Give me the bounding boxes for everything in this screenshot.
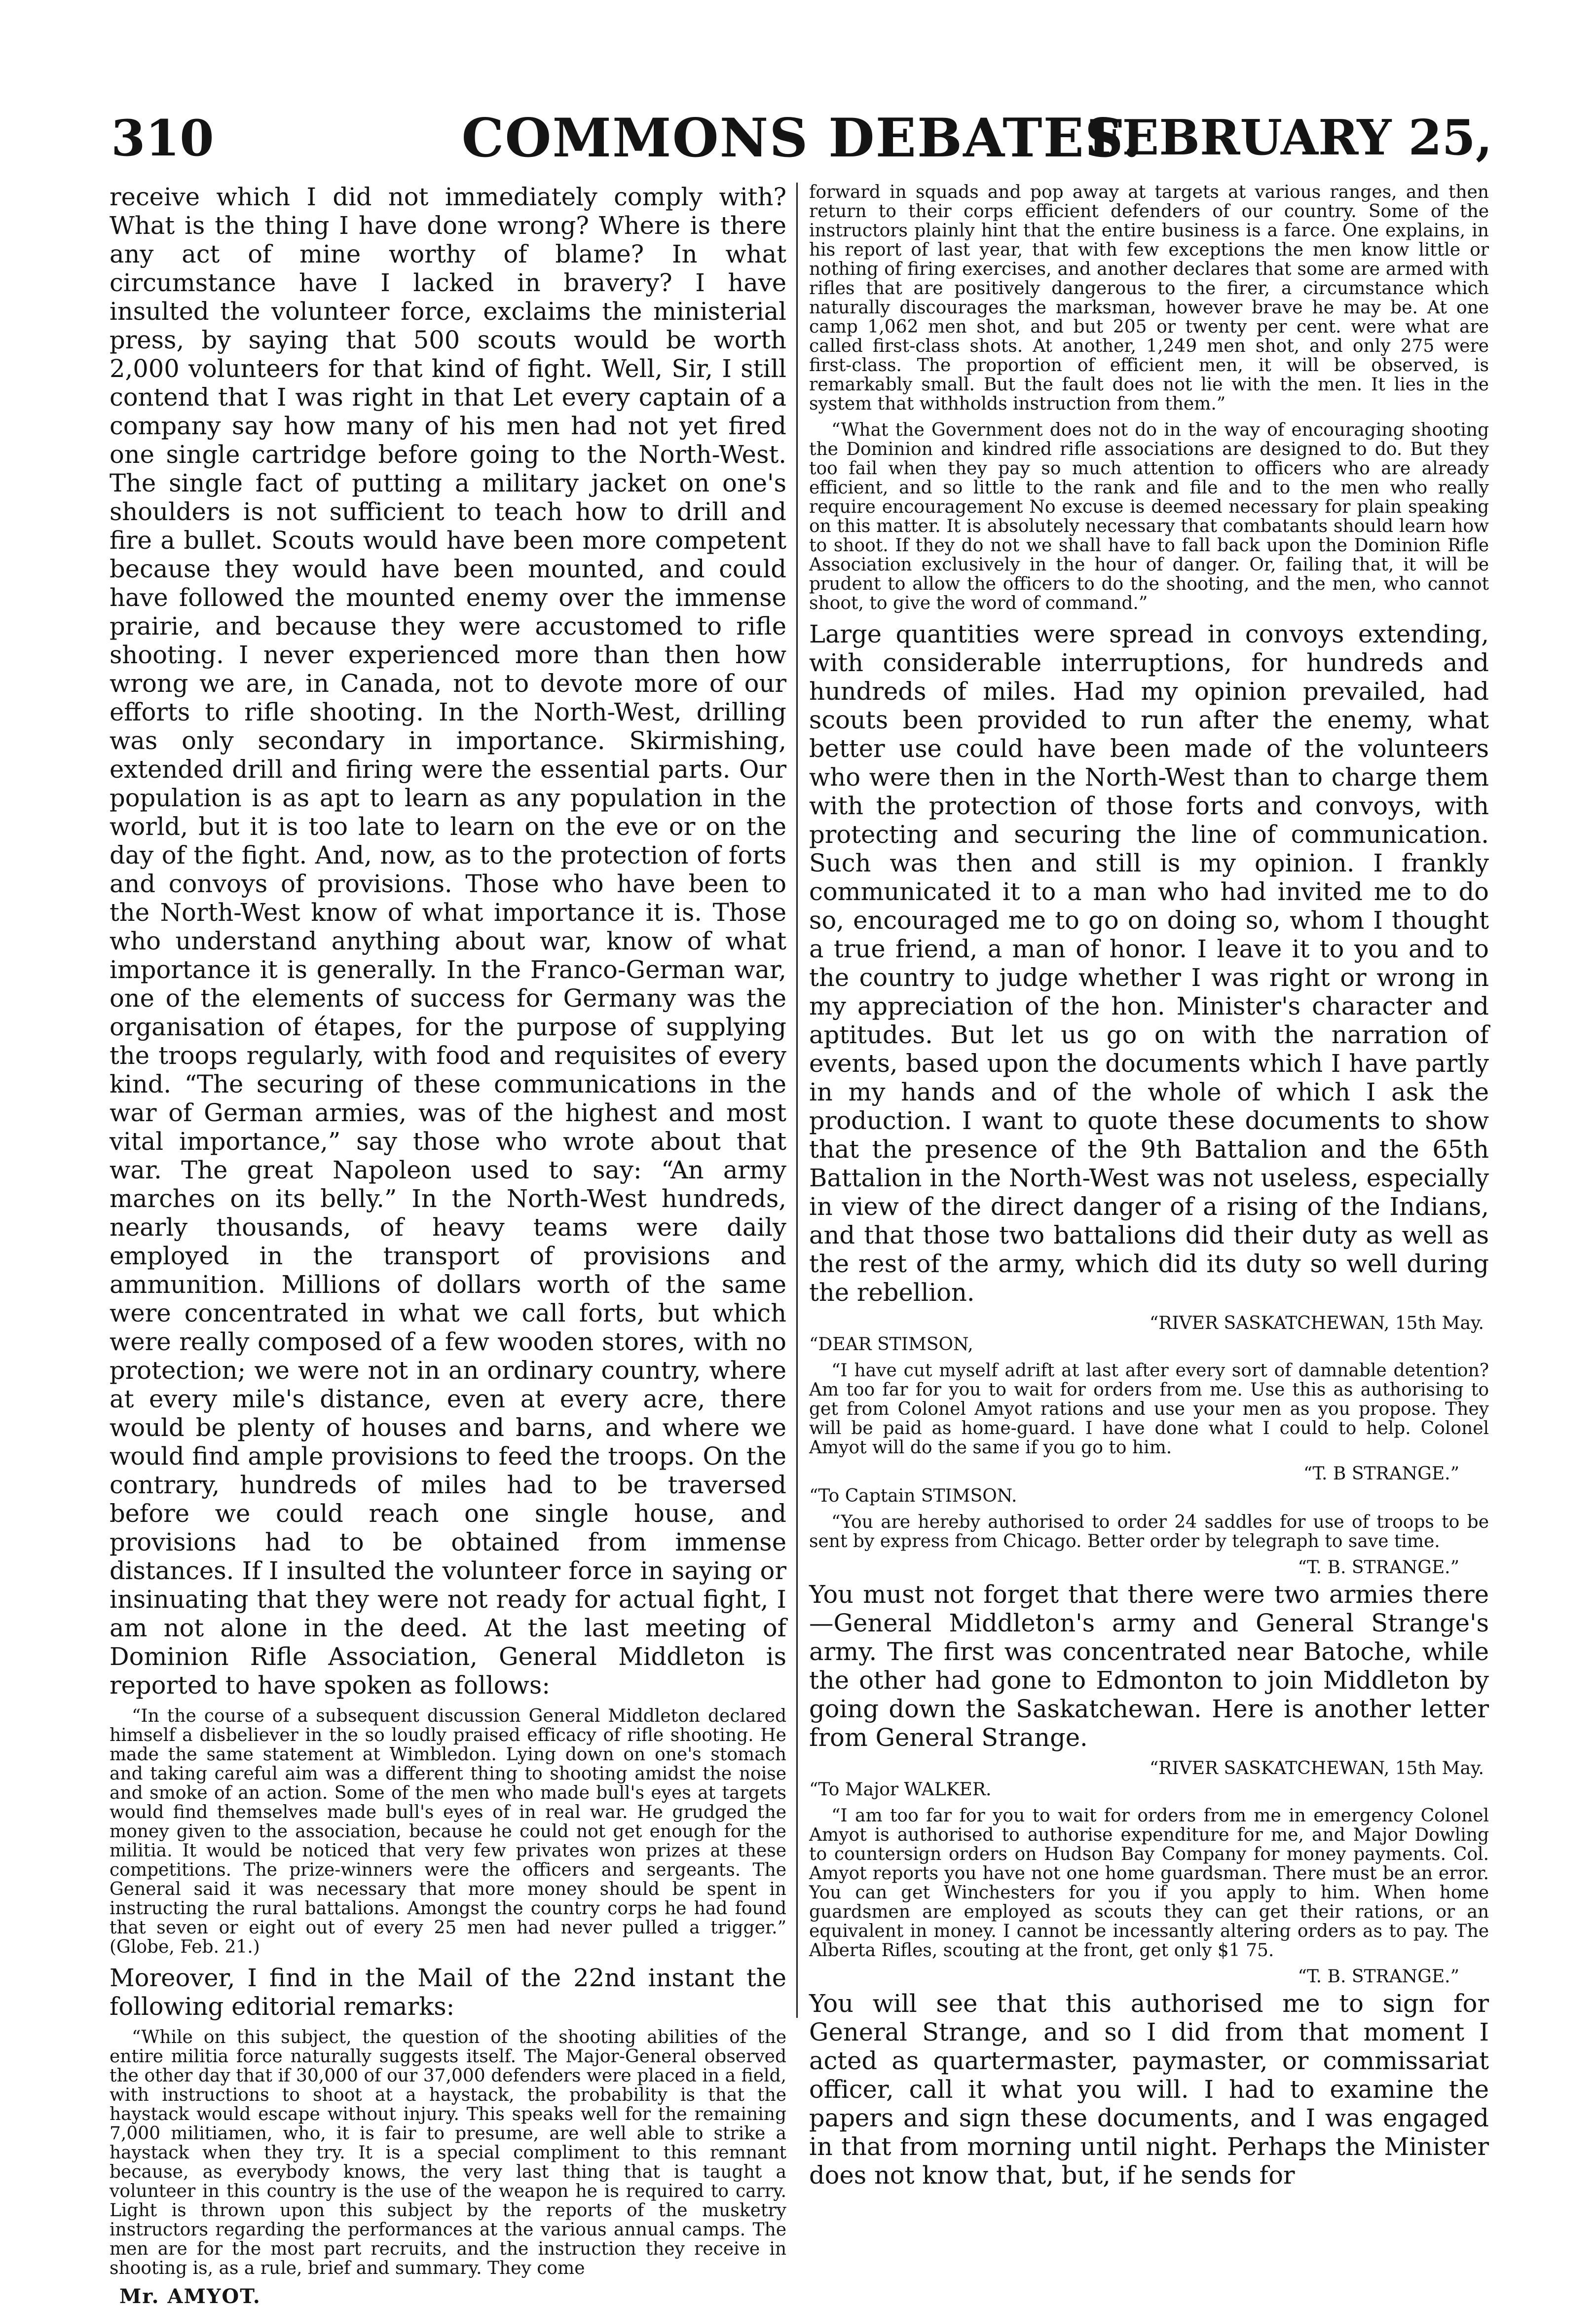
body-paragraph: You must not forget that there were two armies there—General Middleton's army and General Strange's army. The first was concentrated near Batoche, while the other had gone to Edmonton to join Middleton by going down the Saskatchewan. Here is another letter from General Strange. [809,1580,1489,1752]
letter-header: “RIVER SASKATCHEWAN, 15th May. [1149,1313,1484,1333]
letter-signature: “T. B. STRANGE.” [1298,1557,1459,1578]
letter-signature: “T. B. STRANGE.” [1298,1967,1459,1987]
page-header [111,106,1492,170]
left-column [110,183,786,2308]
publication-title: COMMONS DEBATES. [461,107,1142,169]
body-paragraph: Large quantities were spread in convoys extending, with considerable interruptions, for hundreds and hundreds of miles. Had my opinion prevailed, had scouts been provided to run after the enemy, what better use could have been made of the volunteers who were then in the North-West than to charge them with the protection of those forts and convoys, with protecting and securing the line of communication. Such was then and still is my opinion. I frankly communicated it to a man who had invited me to do so, encouraged me to go on doing so, whom I thought a true friend, a man of honor. I leave it to you and to the country to judge whether I was right or wrong in my appreciation of the hon. Minister's character and aptitudes. But let us go on with the narration of events, based upon the documents which I have partly in my hands and of the whole of which I ask the production. I want to quote these documents to show that the presence of the 9th Battalion and the 65th Battalion in the North-West was not useless, especially in view of the direct danger of a rising of the Indians, and that those two battalions did their duty as well as the rest of the army, which did its duty so well during the rebellion. [809,620,1489,1307]
letter-body: “You are hereby authorised to order 24 saddles for use of troops to be sent by express from Chicago. Better order by telegraph to save time. [809,1512,1489,1551]
body-paragraph: Moreover, I find in the Mail of the 22nd instant the following editorial remarks: [110,1964,786,2021]
speaker-name: Mr. AMYOT. [119,2285,261,2308]
quotation-block: “While on this subject, the question of the shooting abilities of the entire militia force naturally suggests itself. The Major-General observed the other day that if 30,000 of our 37,000 defenders were placed in a field, with instructions to shoot at a haystack, the probability is that the haystack would escape without injury. This speaks well for the remaining 7,000 militiamen, who, it is fair to presume, are well able to strike a haystack when they try. It is a special compliment to this remnant because, as everybody knows, the very last thing that is taught a volunteer in this country is the use of the weapon he is required to carry. Light is thrown upon this subject by the reports of the musketry instructors regarding the performances at the various annual camps. The men are for the most part recruits, and the instruction they receive in shooting is, as a rule, brief and summary. They come [110,2027,786,2278]
quotation-block: forward in squads and pop away at targets at various ranges, and then return to their corps efficient defenders of our country. Some of the instructors plainly hint that the entire business is a farce. One explains, in his report of last year, that with few exceptions the men know little or nothing of firing exercises, and another declares that some are armed with rifles that are positively dangerous to the firer, a circumstance which naturally discourages the marksman, however brave he may be. At one camp 1,062 men shot, and but 205 or twenty per cent. were what are called first-class shots. At another, 1,249 men shot, and only 275 were first-class. The proportion of efficient men, it will be observed, is remarkably small. But the fault does not lie with the men. It lies in the system that withholds instruction from them.” [809,182,1489,414]
letter-salutation: “To Major WALKER. [809,1779,992,1800]
body-paragraph: receive which I did not immediately comply with? What is the thing I have done wrong? Where is there any act of mine worthy of blame? In what circumstance have I lacked in bravery? I have insulted the volunteer force, exclaims the ministerial press, by saying that 500 scouts would be worth 2,000 volunteers for that kind of fight. Well, Sir, I still contend that I was right in that Let every captain of a company say how many of his men had not yet fired one single cartridge before going to the North-West. The single fact of putting a military jacket on one's shoulders is not sufficient to teach how to drill and fire a bullet. Scouts would have been more competent because they would have been mounted, and could have followed the mounted enemy over the immense prairie, and because they were accustomed to rifle shooting. I never experienced more than then how wrong we are, in Canada, not to devote more of our efforts to rifle shooting. In the North-West, drilling was only secondary in importance. Skirmishing, extended drill and firing were the essential parts. Our population is as apt to learn as any population in the world, but it is too late to learn on the eve or on the day of the fight. And, now, as to the protection of forts and convoys of provisions. Those who have been to the North-West know of what importance it is. Those who understand anything about war, know of what importance it is generally. In the Franco-German war, one of the elements of success for Germany was the organisation of étapes, for the purpose of supplying the troops regularly, with food and requisites of every kind. “The securing of these communications in the war of German armies, was of the highest and most vital importance,” say those who wrote about that war. The great Napoleon used to say: “An army marches on its belly.” In the North-West hundreds, nearly thousands, of heavy teams were daily employed in the transport of provisions and ammunition. Millions of dollars worth of the same were concentrated in what we call forts, but which were really composed of a few wooden stores, with no protection; we were not in an ordinary country, where at every mile's distance, even at every acre, there would be plenty of houses and barns, and where we would find ample provisions to feed the troops. On the contrary, hundreds of miles had to be traversed before we could reach one single house, and provisions had to be obtained from immense distances. If I insulted the volunteer force in saying or insinuating that they were not ready for actual fight, I am not alone in the deed. At the last meeting of Dominion Rifle Association, General Middleton is reported to have spoken as follows: [110,183,786,1700]
page-number: 310 [111,109,214,167]
letter-salutation: “To Captain STIMSON. [809,1486,1017,1506]
column-divider [796,183,798,2018]
letter-body: “I have cut myself adrift at last after every sort of damnable detention? Am too far for you to wait for orders from me. Use this as authorising to get from Colonel Amyot rations and use your men as you propose. They will be paid as home-guard. I have done what I could to help. Colonel Amyot will do the same if you go to him. [809,1361,1489,1458]
quotation-block: “In the course of a subsequent discussion General Middleton declared himself a disbeliever in the so loudly praised efficacy of rifle shooting. He made the same statement at Wimbledon. Lying down on one's stomach and taking careful aim was a different thing to shooting amidst the noise and smoke of an action. Some of the men who made bull's eyes at targets would find themselves made bull's eyes of in real war. He grudged the money given to the association, because he could not get enough for the militia. It would be noticed that very few privates won prizes at these competitions. The prize-winners were the officers and sergeants. The General said it was necessary that more money should be spent in instructing the rural battalions. Amongst the country corps he had found that seven or eight out of every 25 men had never pulled a trigger.” (Globe, Feb. 21.) [110,1706,786,1957]
right-column [809,182,1489,2190]
letter-salutation: “DEAR STIMSON, [809,1334,973,1355]
page-date: FEBRUARY 25, [1087,110,1492,166]
quotation-block: “What the Government does not do in the way of encouraging shooting the Dominion and kindred rifle associations are designed to do. But they too fail when they pay so much attention to officers who are already efficient, and so little to the rank and file and to the men who really require encouragement No excuse is deemed necessary for plain speaking on this matter. It is absolutely necessary that combatants should learn how to shoot. If they do not we shall have to fall back upon the Dominion Rifle Association exclusively in the hour of danger. Or, failing that, it will be prudent to allow the officers to do the shooting, and the men, who cannot shoot, to give the word of command.” [809,420,1489,613]
letter-header: “RIVER SASKATCHEWAN, 15th May. [1149,1758,1484,1778]
letter-body: “I am too far for you to wait for orders from me in emergency Colonel Amyot is authorised to authorise expenditure for me, and Major Dowling to countersign orders on Hudson Bay Company for money payments. Col. Amyot reports you have not one home guardsman. There must be an error. You can get Winchesters for you if you apply to him. When home guardsmen are employed as scouts they can get their rations, or an equivalent in money. I cannot be incessantly altering orders as to pay. The Alberta Rifles, scouting at the front, get only $1 75. [809,1806,1489,1961]
letter-signature: “T. B STRANGE.” [1303,1464,1459,1484]
body-paragraph: You will see that this authorised me to sign for General Strange, and so I did from that moment I acted as quartermaster, paymaster, or commissariat officer, call it what you will. I had to examine the papers and sign these documents, and I was engaged in that from morning until night. Perhaps the Minister does not know that, but, if he sends for [809,1989,1489,2190]
